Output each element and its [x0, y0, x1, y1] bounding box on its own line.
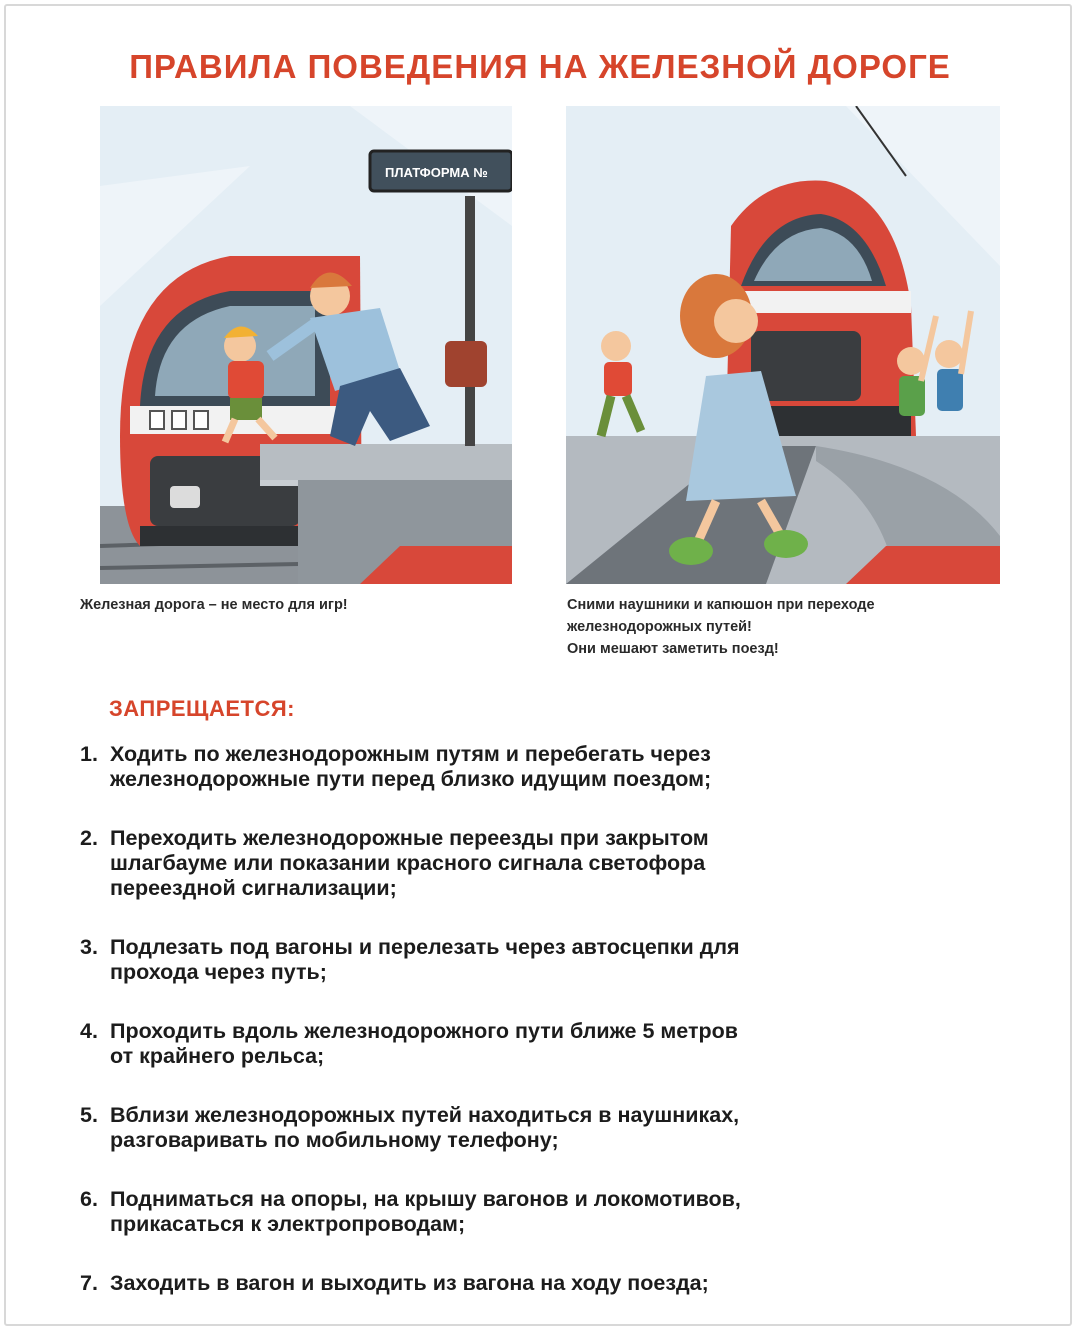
- rule-text-line: железнодорожные пути перед близко идущим поездом;: [110, 767, 712, 791]
- page-title: ПРАВИЛА ПОВЕДЕНИЯ НА ЖЕЛЕЗНОЙ ДОРОГЕ: [129, 48, 951, 85]
- rule-number: 3.: [80, 935, 98, 959]
- rule-number: 6.: [80, 1187, 98, 1211]
- rule-text-line: от крайнего рельса;: [110, 1044, 325, 1068]
- rule-text-line: прикасаться к электропроводам;: [110, 1212, 466, 1236]
- rule-text-line: Подниматься на опоры, на крышу вагонов и локомотивов,: [110, 1187, 741, 1211]
- rule-text-line: Ходить по железнодорожным путям и перебегать через: [110, 742, 711, 766]
- caption-right-line: Сними наушники и капюшон при переходе: [567, 597, 875, 613]
- rule-number: 4.: [80, 1019, 98, 1043]
- rule-text-line: Заходить в вагон и выходить из вагона на ходу поезда;: [110, 1271, 709, 1295]
- rule-text-line: переездной сигнализации;: [110, 876, 397, 900]
- rule-item: [80, 1271, 970, 1296]
- rule-text-line: прохода через путь;: [110, 960, 327, 984]
- rule-number: 7.: [80, 1271, 98, 1295]
- rule-number: 5.: [80, 1103, 98, 1127]
- platform-scene: [100, 106, 512, 584]
- rule-item: [80, 1019, 970, 1069]
- rule-item: [80, 1187, 970, 1237]
- rule-item: [80, 826, 970, 901]
- rule-number: 1.: [80, 742, 98, 766]
- rule-item: [80, 935, 970, 985]
- illustration-tracks: [566, 106, 1000, 584]
- caption-left: Железная дорога – не место для игр!: [80, 597, 348, 613]
- rule-text-line: разговаривать по мобильному телефону;: [110, 1128, 559, 1152]
- rule-text-line: Вблизи железнодорожных путей находиться в наушниках,: [110, 1103, 740, 1127]
- forbidden-heading: ЗАПРЕЩАЕТСЯ:: [109, 696, 295, 721]
- rule-item: [80, 1103, 970, 1153]
- caption-right-line: Они мешают заметить поезд!: [567, 641, 779, 657]
- caption-right: [567, 594, 1027, 660]
- rules-list: [80, 742, 970, 1330]
- illustration-platform: [100, 106, 512, 584]
- rule-text-line: шлагбауме или показании красного сигнала светофора: [110, 851, 706, 875]
- rule-item: [80, 742, 970, 792]
- tracks-scene: [566, 106, 1000, 584]
- rule-text-line: Проходить вдоль железнодорожного пути ближе 5 метров: [110, 1019, 738, 1043]
- rule-number: 2.: [80, 826, 98, 850]
- rule-text-line: Подлезать под вагоны и перелезать через автосцепки для: [110, 935, 740, 959]
- rule-text-line: Переходить железнодорожные переезды при закрытом: [110, 826, 709, 850]
- platform-sign-text: ПЛАТФОРМА №: [385, 165, 488, 180]
- caption-right-line: железнодорожных путей!: [567, 619, 752, 635]
